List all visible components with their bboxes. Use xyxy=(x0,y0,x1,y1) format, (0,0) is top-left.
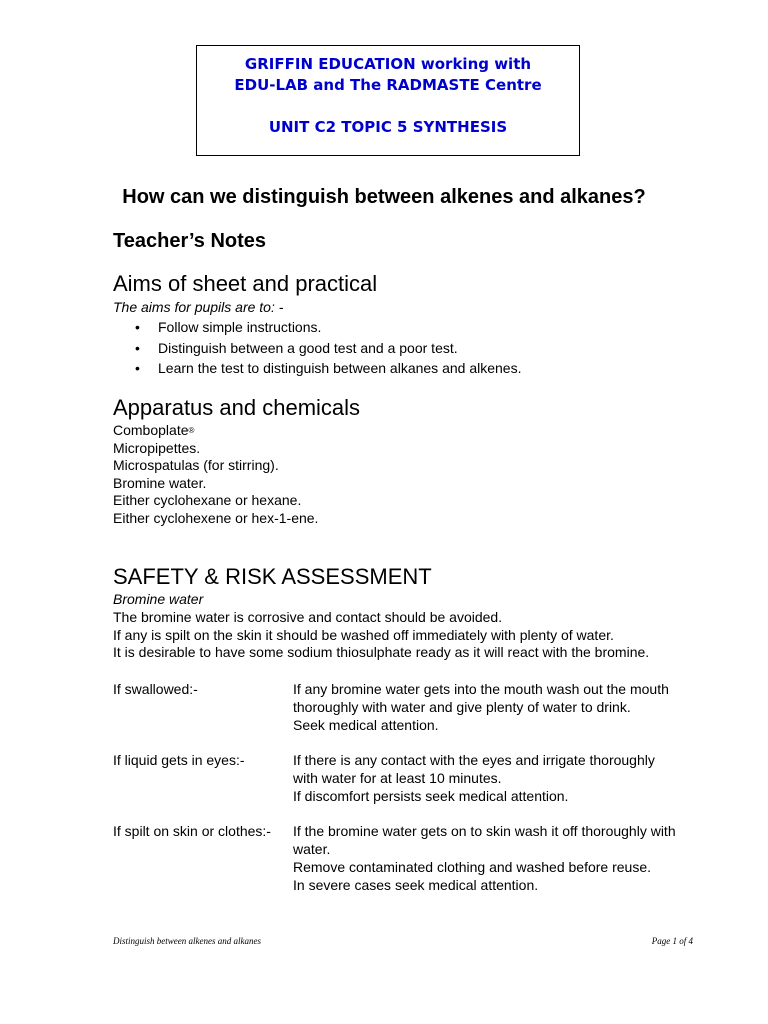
apparatus-item: Either cyclohexene or hex-1-ene. xyxy=(113,509,319,526)
risk-row-label: If spilt on skin or clothes:- xyxy=(113,823,271,839)
footer-title: Distinguish between alkenes and alkanes xyxy=(113,936,261,946)
risk-row-line: thoroughly with water and give plenty of water to drink. xyxy=(293,699,631,715)
risk-row-label: If swallowed:- xyxy=(113,681,198,697)
risk-row-line: If discomfort persists seek medical attention. xyxy=(293,788,569,804)
apparatus-item xyxy=(113,422,194,440)
safety-line: It is desirable to have some sodium thiosulphate ready as it will react with the bromine. xyxy=(113,644,650,660)
apparatus-item: Micropipettes. xyxy=(113,439,201,456)
safety-subheading: Bromine water xyxy=(113,591,204,607)
header-box xyxy=(196,45,580,156)
risk-row-text xyxy=(293,680,713,734)
risk-row-line: In severe cases seek medical attention. xyxy=(293,877,539,893)
aims-intro: The aims for pupils are to: - xyxy=(113,299,284,315)
aims-list-item: • Distinguish between a good test and a poor test. xyxy=(113,338,521,359)
risk-row-text xyxy=(293,751,713,805)
apparatus-item: Microspatulas (for stirring). xyxy=(113,457,279,473)
risk-row-text xyxy=(293,822,713,894)
registered-mark: ® xyxy=(188,426,195,435)
safety-heading: SAFETY & RISK ASSESSMENT xyxy=(113,564,432,589)
risk-row-line: If the bromine water gets on to skin wash it off thoroughly with xyxy=(293,823,676,839)
aims-list xyxy=(113,317,521,379)
risk-row-label: If liquid gets in eyes:- xyxy=(113,752,245,768)
header-unit-topic: UNIT C2 TOPIC 5 SYNTHESIS xyxy=(268,118,508,136)
safety-line: The bromine water is corrosive and contact should be avoided. xyxy=(113,609,503,625)
teachers-notes-heading: Teacher’s Notes xyxy=(113,230,267,252)
page-title-question: How can we distinguish between alkenes and alkanes? xyxy=(122,186,646,208)
footer-page-number: Page 1 of 4 xyxy=(651,936,693,946)
apparatus-item: Bromine water. xyxy=(113,474,207,491)
risk-row-line: with water for at least 10 minutes. xyxy=(293,770,502,786)
risk-row-line: Seek medical attention. xyxy=(293,717,439,733)
aims-list-item: • Follow simple instructions. xyxy=(113,317,521,338)
risk-row-line: If there is any contact with the eyes and irrigate thoroughly xyxy=(293,752,655,768)
apparatus-heading: Apparatus and chemicals xyxy=(113,395,361,420)
risk-row-line: If any bromine water gets into the mouth wash out the mouth xyxy=(293,681,669,697)
safety-line: If any is spilt on the skin it should be washed off immediately with plenty of water. xyxy=(113,626,614,643)
header-line-1: GRIFFIN EDUCATION working with xyxy=(244,55,532,73)
aims-list-item: • Learn the test to distinguish between alkanes and alkenes. xyxy=(113,358,521,379)
aims-heading: Aims of sheet and practical xyxy=(113,271,378,296)
apparatus-item: Either cyclohexane or hexane. xyxy=(113,492,302,508)
risk-row-line: water. xyxy=(293,841,331,857)
apparatus-item-comboplate: Comboplate xyxy=(113,422,189,438)
header-line-2: EDU-LAB and The RADMASTE Centre xyxy=(234,76,542,94)
risk-row-line: Remove contaminated clothing and washed before reuse. xyxy=(293,859,651,875)
